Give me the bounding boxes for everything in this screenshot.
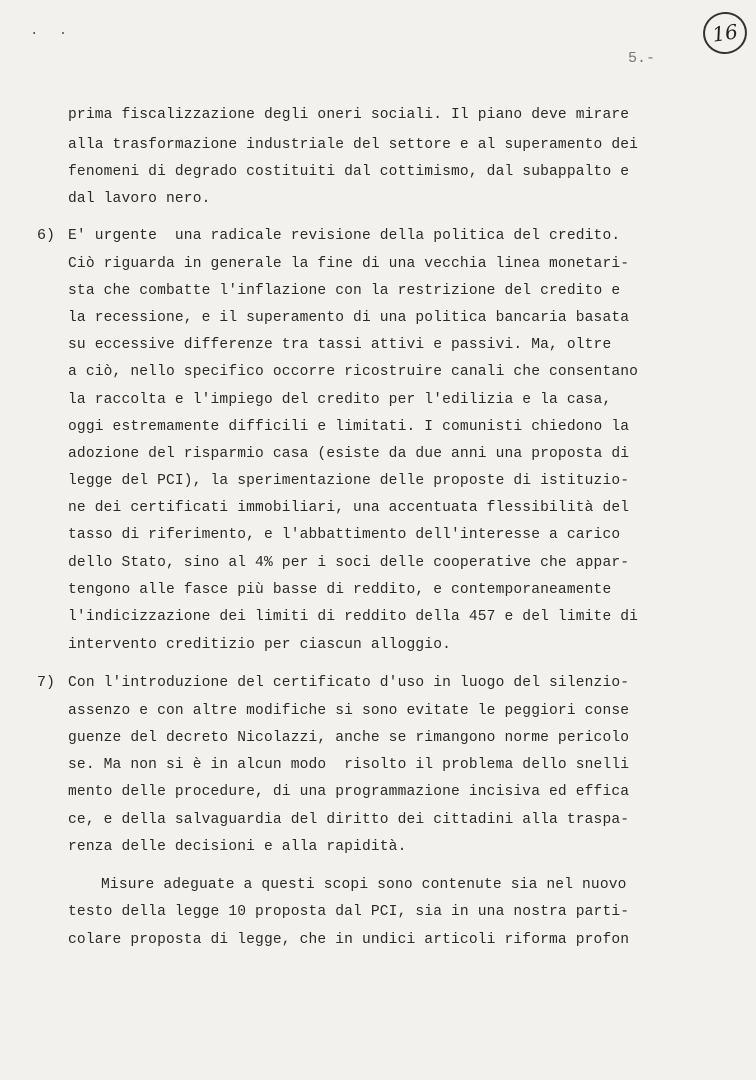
text-line: a ciò, nello specifico occorre ricostruire canali che consentano (68, 364, 639, 380)
text-line: testo della legge 10 proposta dal PCI, sia in una nostra parti- (68, 904, 630, 920)
circled-page-stamp: 16 (700, 9, 749, 57)
text-line: legge del PCI), la sperimentazione delle proposte di istituzio- (68, 473, 630, 489)
text-line: ce, e della salvaguardia del diritto dei cittadini alla traspa- (68, 812, 630, 828)
text-line: l'indicizzazione dei limiti di reddito della 457 e del limite di (68, 609, 639, 625)
text-line: sta che combatte l'inflazione con la restrizione del credito e (68, 283, 621, 299)
text-line: dal lavoro nero. (68, 191, 211, 207)
item-number: 6) (37, 227, 56, 244)
text-line: Con l'introduzione del certificato d'uso in luogo del silenzio- (68, 675, 630, 691)
page-number: 5.- (628, 50, 656, 67)
text-line: mento delle procedure, di una programmazione incisiva ed effica (68, 784, 630, 800)
item-number: 7) (37, 674, 56, 691)
text-line: Misure adeguate a questi scopi sono contenute sia nel nuovo (101, 877, 627, 893)
text-line: prima fiscalizzazione degli oneri sociali. Il piano deve mirare (68, 107, 630, 123)
text-line: assenzo e con altre modifiche si sono evitate le peggiori conse (68, 703, 630, 719)
text-line: fenomeni di degrado costituiti dal cottimismo, dal subappalto e (68, 164, 630, 180)
text-line: tasso di riferimento, e l'abbattimento dell'interesse a carico (68, 527, 621, 543)
text-line: alla trasformazione industriale del settore e al superamento dei (68, 137, 639, 153)
text-line: dello Stato, sino al 4% per i soci delle cooperative che appar- (68, 555, 630, 571)
corner-marks: · · (30, 26, 74, 42)
text-line: tengono alle fasce più basse di reddito, e contemporaneamente (68, 582, 612, 598)
text-line: guenze del decreto Nicolazzi, anche se rimangono norme pericolo (68, 730, 630, 746)
text-line: Ciò riguarda in generale la fine di una vecchia linea monetari- (68, 256, 630, 272)
text-line: adozione del risparmio casa (esiste da due anni una proposta di (68, 446, 630, 462)
text-line: la raccolta e l'impiego del credito per l'edilizia e la casa, (68, 392, 612, 408)
text-line: su eccessive differenze tra tassi attivi e passivi. Ma, oltre (68, 337, 612, 353)
text-line: ne dei certificati immobiliari, una accentuata flessibilità del (68, 500, 630, 516)
text-line: la recessione, e il superamento di una politica bancaria basata (68, 310, 630, 326)
text-line: E' urgente una radicale revisione della politica del credito. (68, 228, 621, 244)
text-line: se. Ma non si è in alcun modo risolto il problema dello snelli (68, 757, 630, 773)
text-line: intervento creditizio per ciascun alloggio. (68, 637, 452, 653)
text-line: renza delle decisioni e alla rapidità. (68, 839, 407, 855)
text-line: oggi estremamente difficili e limitati. I comunisti chiedono la (68, 419, 630, 435)
text-line: colare proposta di legge, che in undici articoli riforma profon (68, 932, 630, 948)
